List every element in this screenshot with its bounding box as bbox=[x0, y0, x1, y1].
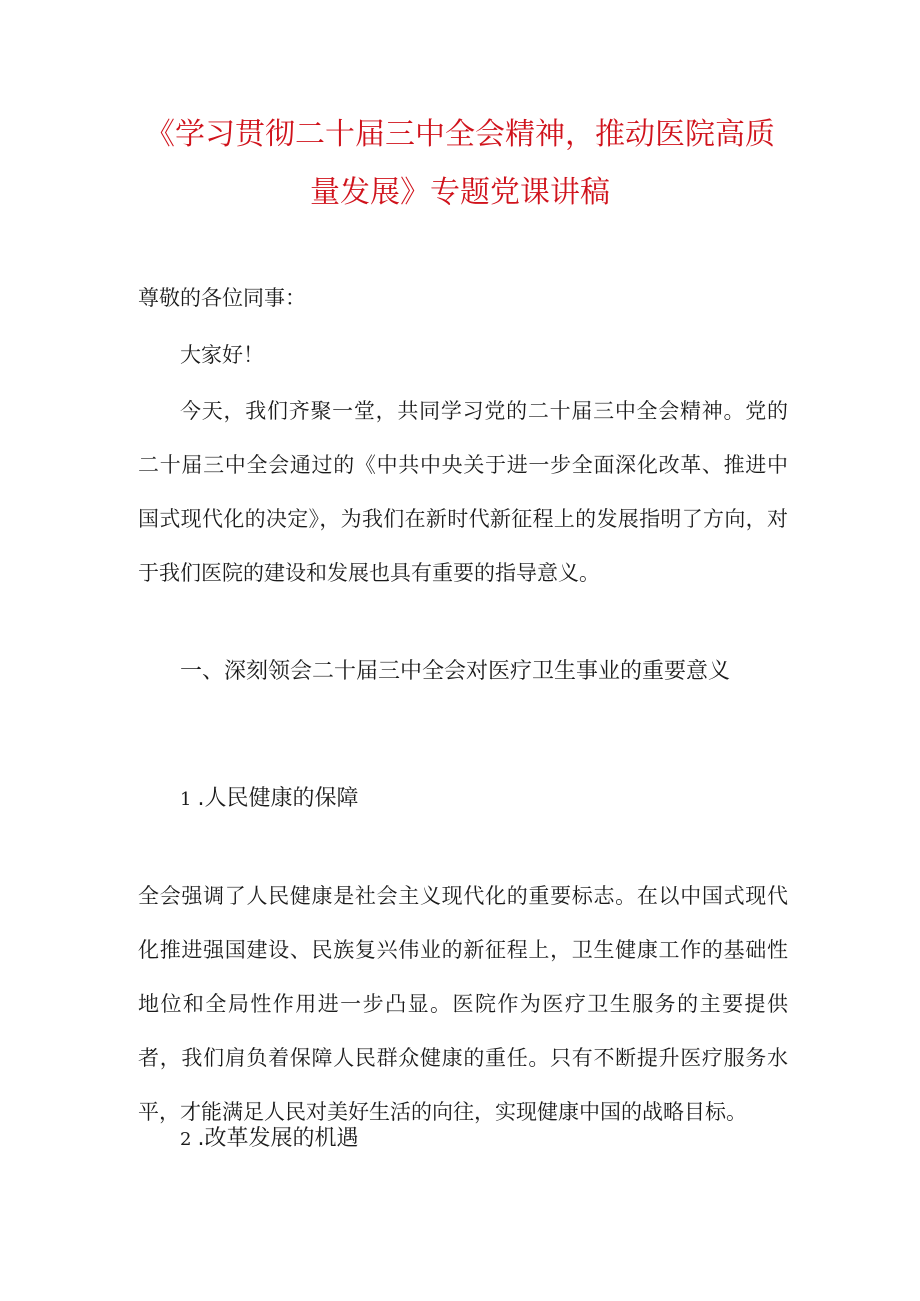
salutation: 尊敬的各位同事： bbox=[138, 286, 306, 310]
subsection-1-heading bbox=[180, 784, 358, 815]
subsection-1-title: .人民健康的保障 bbox=[197, 786, 359, 811]
subsection-2-number: 2 bbox=[180, 1129, 192, 1150]
section-1-heading: 一、深刻领会二十届三中全会对医疗卫生事业的重要意义 bbox=[180, 659, 731, 684]
subsection-1-number: 1 bbox=[180, 789, 192, 810]
title-line-2: 量发展》专题党课讲稿 bbox=[310, 175, 610, 210]
document-title bbox=[120, 106, 800, 222]
subsection-1-paragraph: 全会强调了人民健康是社会主义现代化的重要标志。在以中国式现代化推进强国建设、民族复兴伟业的新征程上，卫生健康工作的基础性地位和全局性作用进一步凸显。医院作为医疗卫生服务的主要提供者，我们肩负着保障人民群众健康的重任。只有不断提升医疗服务水平，才能满足人民对美好生活的向往，实现健康中国的战略目标。 bbox=[138, 884, 788, 1124]
subsection-2-title: .改革发展的机遇 bbox=[197, 1126, 359, 1151]
title-line-1: 《学习贯彻二十届三中全会精神，推动医院高质 bbox=[145, 117, 775, 152]
intro-paragraph: 今天，我们齐聚一堂，共同学习党的二十届三中全会精神。党的二十届三中全会通过的《中共中央关于进一步全面深化改革、推进中国式现代化的决定》，为我们在新时代新征程上的发展指明了方向，对于我们医院的建设和发展也具有重要的指导意义。 bbox=[138, 399, 788, 585]
subsection-2-heading bbox=[180, 1124, 358, 1155]
greeting: 大家好！ bbox=[180, 343, 264, 367]
